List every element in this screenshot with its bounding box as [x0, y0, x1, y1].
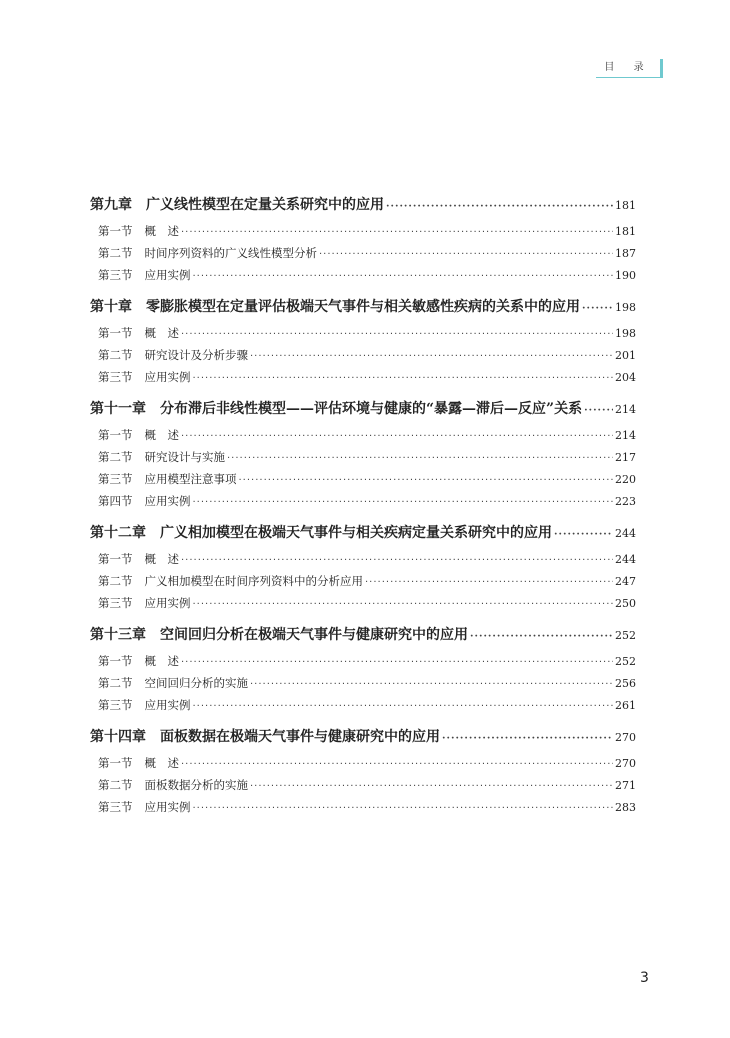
dot-leader: [193, 696, 614, 716]
toc-section-entry[interactable]: [90, 446, 636, 468]
dot-leader: [193, 266, 614, 286]
section-title: 概 述: [144, 552, 179, 566]
toc-section-entry[interactable]: [90, 468, 636, 490]
toc-section-entry[interactable]: [90, 490, 636, 512]
dot-leader: [582, 294, 613, 322]
chapter-page: 214: [615, 403, 636, 416]
section-number: 第三节: [98, 370, 133, 384]
section-number: 第二节: [98, 778, 133, 792]
chapter-number: 第十二章: [90, 525, 146, 541]
toc-chapter-entry[interactable]: [90, 518, 636, 548]
chapter-page: 244: [615, 527, 636, 540]
section-title: 应用实例: [144, 370, 191, 384]
dot-leader: [181, 324, 613, 344]
toc-section-entry[interactable]: [90, 774, 636, 796]
toc-section-entry[interactable]: [90, 242, 636, 264]
dot-leader: [470, 622, 613, 650]
section-number: 第一节: [98, 428, 133, 442]
toc-section-entry[interactable]: [90, 424, 636, 446]
section-title: 应用模型注意事项: [144, 472, 237, 486]
section-page: 247: [615, 575, 636, 588]
dot-leader: [239, 470, 614, 490]
section-title: 空间回归分析的实施: [144, 676, 248, 690]
toc-chapter-entry[interactable]: [90, 394, 636, 424]
section-page: 187: [615, 247, 636, 260]
section-number: 第二节: [98, 574, 133, 588]
section-title: 应用实例: [144, 698, 191, 712]
section-page: 223: [615, 495, 636, 508]
chapter-page: 252: [615, 629, 636, 642]
dot-leader: [181, 222, 613, 242]
toc-section-entry[interactable]: [90, 366, 636, 388]
toc-section-entry[interactable]: [90, 570, 636, 592]
section-page: 283: [615, 801, 636, 814]
section-number: 第二节: [98, 676, 133, 690]
section-page: 271: [615, 779, 636, 792]
toc-section-entry[interactable]: [90, 220, 636, 242]
chapter-page: 181: [615, 199, 636, 212]
dot-leader: [386, 192, 613, 220]
section-title: 应用实例: [144, 800, 191, 814]
section-title: 概 述: [144, 224, 179, 238]
section-page: 217: [615, 451, 636, 464]
page-number: 3: [640, 970, 649, 986]
section-title: 广义相加模型在时间序列资料中的分析应用: [144, 574, 363, 588]
section-title: 概 述: [144, 326, 179, 340]
chapter-title: 分布滞后非线性模型——评估环境与健康的“暴露—滞后—反应”关系: [160, 401, 583, 417]
section-page: 244: [615, 553, 636, 566]
dot-leader: [319, 244, 613, 264]
section-number: 第一节: [98, 224, 133, 238]
section-page: 181: [615, 225, 636, 238]
dot-leader: [250, 776, 613, 796]
toc-chapter-entry[interactable]: [90, 722, 636, 752]
dot-leader: [584, 396, 613, 424]
toc-section-entry[interactable]: [90, 796, 636, 818]
dot-leader: [250, 674, 613, 694]
chapter-number: 第十章: [90, 299, 132, 315]
section-title: 应用实例: [144, 494, 191, 508]
table-of-contents: [90, 190, 636, 818]
dot-leader: [250, 346, 613, 366]
section-page: 214: [615, 429, 636, 442]
dot-leader: [227, 448, 613, 468]
toc-section-entry[interactable]: [90, 694, 636, 716]
dot-leader: [193, 594, 614, 614]
chapter-number: 第九章: [90, 197, 132, 213]
chapter-number: 第十一章: [90, 401, 146, 417]
section-number: 第三节: [98, 800, 133, 814]
chapter-number: 第十三章: [90, 627, 146, 643]
section-title: 应用实例: [144, 268, 191, 282]
section-number: 第三节: [98, 472, 133, 486]
dot-leader: [181, 754, 613, 774]
toc-section-entry[interactable]: [90, 752, 636, 774]
dot-leader: [181, 426, 613, 446]
section-number: 第一节: [98, 756, 133, 770]
section-page: 204: [615, 371, 636, 384]
section-page: 201: [615, 349, 636, 362]
section-number: 第四节: [98, 494, 133, 508]
dot-leader: [193, 368, 614, 388]
section-title: 应用实例: [144, 596, 191, 610]
running-header: 目 录: [596, 59, 663, 78]
chapter-title: 面板数据在极端天气事件与健康研究中的应用: [160, 729, 440, 745]
chapter-title: 广义线性模型在定量关系研究中的应用: [146, 197, 384, 213]
chapter-title: 空间回归分析在极端天气事件与健康研究中的应用: [160, 627, 468, 643]
dot-leader: [365, 572, 613, 592]
dot-leader: [181, 652, 613, 672]
section-title: 概 述: [144, 428, 179, 442]
dot-leader: [193, 492, 614, 512]
section-number: 第二节: [98, 450, 133, 464]
section-page: 198: [615, 327, 636, 340]
section-number: 第三节: [98, 268, 133, 282]
section-number: 第二节: [98, 348, 133, 362]
section-number: 第三节: [98, 698, 133, 712]
section-number: 第二节: [98, 246, 133, 260]
section-page: 270: [615, 757, 636, 770]
chapter-title: 广义相加模型在极端天气事件与相关疾病定量关系研究中的应用: [160, 525, 552, 541]
section-title: 概 述: [144, 654, 179, 668]
toc-section-entry[interactable]: [90, 650, 636, 672]
chapter-page: 198: [615, 301, 636, 314]
section-number: 第三节: [98, 596, 133, 610]
section-title: 面板数据分析的实施: [144, 778, 248, 792]
toc-section-entry[interactable]: [90, 592, 636, 614]
section-title: 研究设计与实施: [144, 450, 225, 464]
section-page: 220: [615, 473, 636, 486]
toc-section-entry[interactable]: [90, 548, 636, 570]
dot-leader: [181, 550, 613, 570]
section-number: 第一节: [98, 326, 133, 340]
dot-leader: [442, 724, 613, 752]
toc-section-entry[interactable]: [90, 672, 636, 694]
toc-section-entry[interactable]: [90, 322, 636, 344]
chapter-number: 第十四章: [90, 729, 146, 745]
section-page: 190: [615, 269, 636, 282]
section-page: 256: [615, 677, 636, 690]
section-page: 261: [615, 699, 636, 712]
dot-leader: [193, 798, 614, 818]
toc-chapter-entry[interactable]: [90, 292, 636, 322]
dot-leader: [554, 520, 613, 548]
toc-chapter-entry[interactable]: [90, 190, 636, 220]
chapter-title: 零膨胀模型在定量评估极端天气事件与相关敏感性疾病的关系中的应用: [146, 299, 580, 315]
section-title: 研究设计及分析步骤: [144, 348, 248, 362]
header-rule: [596, 77, 662, 78]
section-number: 第一节: [98, 654, 133, 668]
section-page: 252: [615, 655, 636, 668]
toc-chapter-entry[interactable]: [90, 620, 636, 650]
toc-section-entry[interactable]: [90, 264, 636, 286]
toc-section-entry[interactable]: [90, 344, 636, 366]
section-page: 250: [615, 597, 636, 610]
section-number: 第一节: [98, 552, 133, 566]
section-title: 时间序列资料的广义线性模型分析: [144, 246, 317, 260]
chapter-page: 270: [615, 731, 636, 744]
section-title: 概 述: [144, 756, 179, 770]
